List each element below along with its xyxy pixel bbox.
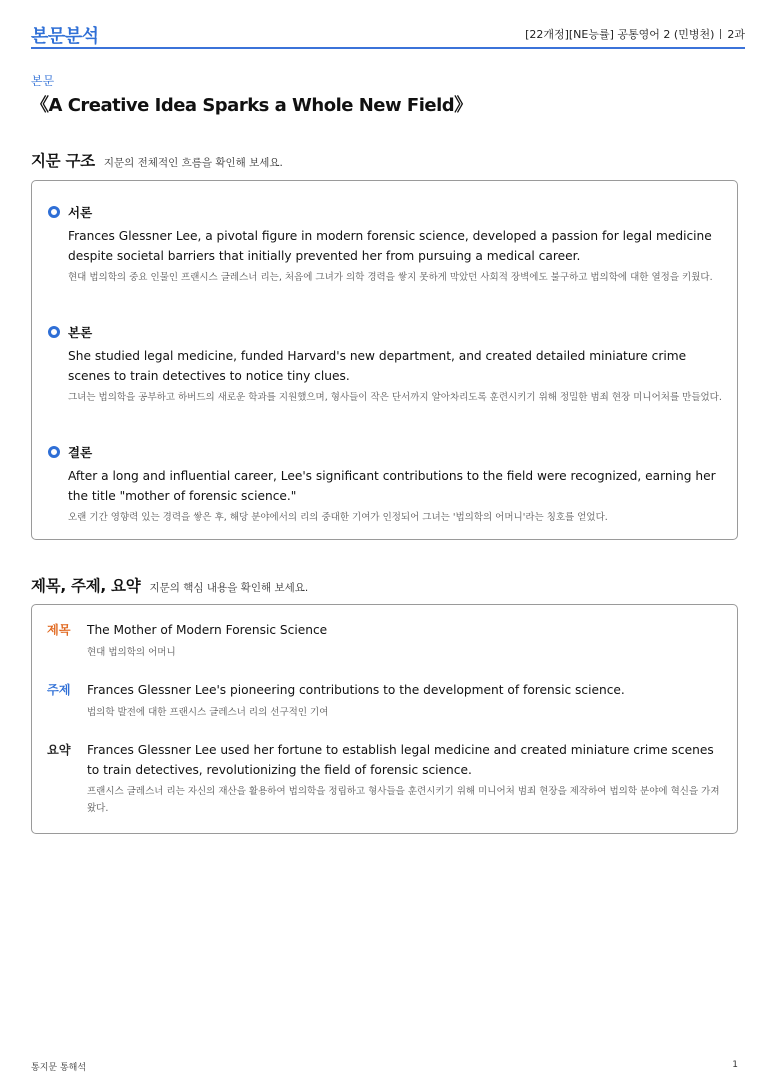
summary-item-title — [47, 621, 723, 661]
summary-item-summary — [47, 741, 723, 817]
footer-text: 통지문 통해석 — [31, 1063, 87, 1073]
structure-item-body — [48, 323, 723, 406]
header-book: [22개정][NE능률] 공통영어 2 (민병천) — [525, 28, 715, 41]
page-header — [31, 22, 745, 49]
summary-item-korean: 법의학 발전에 대한 프랜시스 글레스너 리의 선구적인 기여 — [87, 706, 329, 718]
structure-heading-title: 지문 구조 — [31, 152, 95, 170]
structure-item-korean: 오랜 기간 영향력 있는 경력을 쌓은 후, 해당 분야에서의 리의 중대한 기여가 인정되어 그녀는 '법의학의 어머니'라는 칭호를 얻었다. — [68, 512, 608, 523]
header-title: 본문분석 — [31, 26, 99, 47]
circle-bullet-icon — [48, 326, 60, 338]
summary-item-english: The Mother of Modern Forensic Science — [87, 623, 328, 637]
structure-heading-subtitle: 지문의 전체적인 흐름을 확인해 보세요. — [103, 157, 283, 169]
circle-bullet-icon — [48, 206, 60, 218]
page-number: 1 — [732, 1060, 738, 1070]
structure-item-intro — [48, 203, 723, 286]
summary-heading — [31, 574, 308, 596]
structure-heading — [31, 149, 283, 171]
summary-heading-subtitle: 지문의 핵심 내용을 확인해 보세요. — [149, 582, 309, 594]
structure-box — [31, 180, 738, 540]
summary-item-korean: 현대 법의학의 어머니 — [87, 646, 176, 658]
structure-item-english: Frances Glessner Lee, a pivotal figure in modern forensic science, developed a passion for legal medicine despite societal barriers that initially prevented her from pursuing a medical career. — [68, 229, 712, 263]
structure-label-row — [48, 443, 723, 461]
header-info — [525, 26, 745, 42]
summary-item-english: Frances Glessner Lee's pioneering contributions to the development of forensic science. — [87, 683, 625, 697]
structure-item-korean: 그녀는 법의학을 공부하고 하버드의 새로운 학과를 지원했으며, 형사들이 작은 단서까지 알아차리도록 훈련시키기 위해 정밀한 범죄 현장 미니어처를 만들었다. — [68, 392, 722, 403]
structure-item-label: 결론 — [68, 445, 93, 460]
summary-item-label: 제목 — [47, 623, 71, 637]
structure-item-korean: 현대 법의학의 중요 인물인 프랜시스 글레스너 리는, 처음에 그녀가 의학 경력을 쌓지 못하게 막았던 사회적 장벽에도 불구하고 법의학에 대한 열정을 키웠다. — [68, 272, 713, 283]
structure-label-row — [48, 323, 723, 341]
header-lesson: 2과 — [727, 28, 745, 41]
header-separator — [720, 29, 721, 39]
structure-item-label: 본론 — [68, 325, 93, 340]
circle-bullet-icon — [48, 446, 60, 458]
document-label: 본문 — [31, 74, 55, 88]
structure-item-conclusion — [48, 443, 723, 526]
structure-label-row — [48, 203, 723, 221]
summary-item-label: 요약 — [47, 743, 71, 757]
summary-box — [31, 604, 738, 834]
summary-item-label: 주제 — [47, 683, 71, 697]
summary-item-topic — [47, 681, 723, 721]
summary-heading-title: 제목, 주제, 요약 — [31, 577, 141, 595]
summary-item-korean: 프랜시스 글레스너 리는 자신의 재산을 활용하여 법의학을 정립하고 형사들을 훈련시키기 위해 미니어처 범죄 현장을 제작하여 법의학 분야에 혁신을 가져왔다. — [87, 786, 720, 814]
structure-item-english: She studied legal medicine, funded Harvard's new department, and created detailed miniature crime scenes to train detectives to notice tiny clues. — [68, 349, 687, 383]
structure-item-label: 서론 — [68, 205, 93, 220]
summary-item-english: Frances Glessner Lee used her fortune to establish legal medicine and created miniature crime scenes to train detectives, revolutionizing the field of forensic science. — [87, 743, 714, 777]
document-title: 《A Creative Idea Sparks a Whole New Field》 — [31, 95, 472, 116]
structure-item-english: After a long and influential career, Lee's significant contributions to the field were recognized, earning her the title "mother of forensic science." — [68, 469, 716, 503]
